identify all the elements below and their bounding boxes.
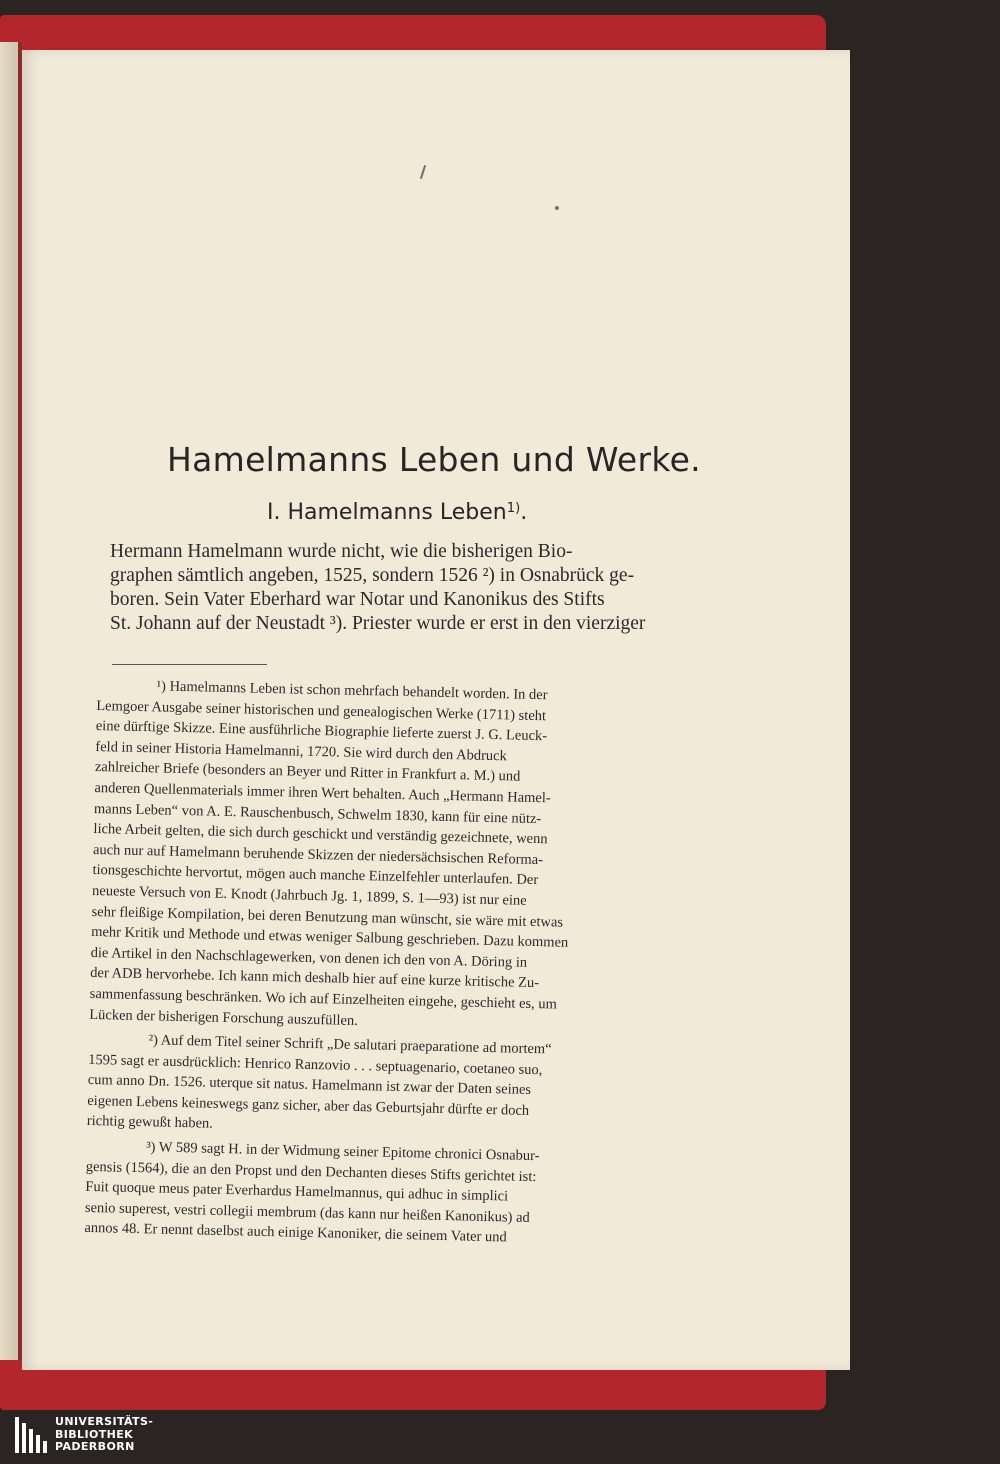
- footnote-line: cum anno Dn. 1526. uterque sit natus. Hamelmann ist zwar der Daten seines: [87, 1072, 532, 1099]
- footnotes: [84, 675, 702, 1253]
- page-title: [167, 440, 701, 479]
- section-heading-text: I. Hamelmanns Leben: [267, 500, 507, 525]
- footnote-line: sammenfassung beschränken. Wo ich auf Einzelheiten eingehe, geschieht es, um: [89, 985, 558, 1013]
- title-text: Hamelmanns Leben und Werke.: [167, 440, 701, 479]
- footnote-line: senio superest, vestri collegii membrum (das kann nur heißen Kanonikus) ad: [84, 1199, 530, 1226]
- footnote-line: liche Arbeit gelten, die sich durch geschickt und verständig gezeichnete, wenn: [93, 821, 548, 848]
- footnote-line: eigenen Lebens keineswegs ganz sicher, aber das Geburtsjahr dürfte er doch: [87, 1092, 530, 1119]
- footnote-line: ¹) Hamelmanns Leben ist schon mehrfach behandelt worden. In der: [156, 678, 548, 704]
- footnote-line: tionsgeschichte hervortut, mögen auch manche Einzelfehler unterlaufen. Der: [92, 862, 539, 889]
- footnote-line: feld in seiner Historia Hamelmanni, 1720. Sie wird durch den Abdruck: [95, 738, 507, 765]
- footnote-line: richtig gewußt haben.: [86, 1113, 214, 1133]
- section-heading: [267, 500, 587, 525]
- library-logo: [14, 1415, 174, 1459]
- footnote-line: manns Leben“ von A. E. Rauschenbusch, Schwelm 1830, kann für eine nütz-: [93, 800, 542, 827]
- footnote-line: Lücken der bisherigen Forschung auszufüllen.: [89, 1006, 358, 1029]
- footnote-line: eine dürftige Skizze. Eine ausführliche Biographie lieferte zuerst J. G. Leuck-: [95, 718, 548, 745]
- library-logo-text: [55, 1416, 153, 1454]
- logo-line: PADERBORN: [55, 1440, 135, 1453]
- footnote-line: ³) W 589 sagt H. in der Widmung seiner Epitome chronici Osnabur-: [146, 1139, 540, 1165]
- ink-dot: [555, 206, 559, 210]
- footnote-line: sehr fleißige Kompilation, bei deren Benutzung man wünscht, sie wäre mit etwas: [91, 903, 564, 931]
- footnote-line: neueste Versuch von E. Knodt (Jahrbuch Jg. 1, 1899, S. 1—93) ist nur eine: [91, 882, 527, 909]
- footnote-line: mehr Kritik und Methode und etwas weniger Salbung geschrieben. Dazu kommen: [90, 924, 569, 951]
- logo-line: UNIVERSITÄTS-: [55, 1415, 154, 1428]
- left-page-edge: [0, 42, 18, 1360]
- body-paragraph: [110, 540, 710, 636]
- footnote-line: der ADB hervorhebe. Ich kann mich deshalb hier auf eine kurze kritische Zu-: [90, 965, 540, 992]
- footnote-ref: 1): [506, 500, 521, 516]
- footnote-line: Lemgoer Ausgabe seiner historischen und genealogischen Werke (1711) steht: [96, 697, 547, 724]
- footnote-line: anderen Quellenmaterials immer ihren Wert behalten. Auch „Hermann Hamel-: [94, 779, 551, 807]
- pencil-mark: [420, 165, 426, 179]
- footnote-line: 1595 sagt er ausdrücklich: Henrico Ranzovio . . . septuagenario, coetaneo suo,: [88, 1051, 543, 1078]
- footnote-line: annos 48. Er nennt daselbst auch einige Kanoniker, die seinem Vater und: [84, 1220, 507, 1246]
- body-line: St. Johann auf der Neustadt ³). Priester wurde er erst in den vierziger: [110, 613, 646, 634]
- body-line: Hermann Hamelmann wurde nicht, wie die bisherigen Bio-: [110, 541, 573, 562]
- body-line: graphen sämtlich angeben, 1525, sondern 1526 ²) in Osnabrück ge-: [110, 565, 635, 586]
- footnote-line: gensis (1564), die an den Propst und den Dechanten dieses Stifts gerichtet ist:: [85, 1158, 537, 1185]
- footnote-line: ²) Auf dem Titel seiner Schrift „De salutari praeparatione ad mortem“: [148, 1032, 552, 1058]
- footnote-line: zahlreicher Briefe (besonders an Beyer und Ritter in Frankfurt a. M.) und: [94, 759, 521, 786]
- library-logo-icon: [14, 1415, 50, 1455]
- book-page: [22, 50, 850, 1370]
- section-heading-period: .: [520, 500, 528, 525]
- footnote-line: die Artikel in den Nachschlagewerken, von denen ich den von A. Döring in: [90, 944, 528, 971]
- footnote-line: auch nur auf Hamelmann beruhende Skizzen der niedersächsischen Reforma-: [92, 841, 544, 868]
- footnote-separator: [112, 664, 267, 665]
- body-line: boren. Sein Vater Eberhard war Notar und Kanonikus des Stifts: [110, 589, 605, 610]
- footnote-line: Fuit quoque meus pater Everhardus Hamelmannus, qui adhuc in simplici: [85, 1179, 509, 1205]
- logo-line: BIBLIOTHEK: [55, 1427, 134, 1441]
